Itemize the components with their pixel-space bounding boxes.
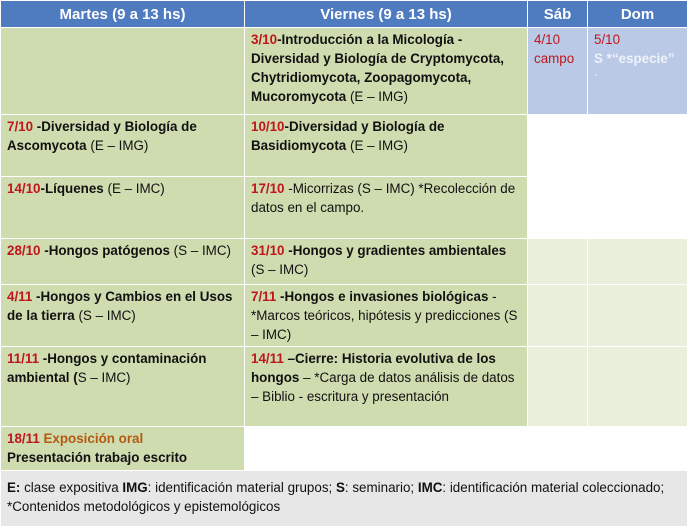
sab-cell-empty: [528, 115, 588, 177]
legend-img-val: : identificación material grupos;: [148, 480, 336, 495]
session-date: 14/10: [7, 181, 41, 196]
dom-cell-empty: [588, 177, 687, 239]
session-suffix: (S – IMC): [170, 243, 231, 258]
session-suffix: – *Carga de datos análisis de datos – Biblio - escritura y presentación: [251, 370, 515, 404]
session-title: -Hongos y Cambios en el Usos de la tierra: [7, 289, 232, 323]
session-date: 7/10: [7, 119, 33, 134]
session-suffix: -Micorrizas (S – IMC) *Recolección de datos en el campo.: [251, 181, 515, 215]
martes-cell: [1, 239, 245, 285]
session-title: Exposición oral: [40, 431, 143, 446]
legend-cell: [1, 471, 687, 527]
session-date: 14/11: [251, 351, 284, 366]
session-date: 4/11: [7, 289, 32, 304]
table-row: [1, 239, 687, 285]
table-row: [1, 285, 687, 347]
table-row: [1, 115, 687, 177]
header-sab: Sáb: [528, 1, 588, 28]
session-date: 3/10: [251, 32, 277, 47]
session-date: 28/10: [7, 243, 41, 258]
dom-cell-empty: [588, 347, 687, 427]
session-title: -Diversidad y Biología de Ascomycota: [7, 119, 197, 153]
martes-cell: [1, 177, 245, 239]
legend-s-key: S: [336, 480, 345, 495]
session-title: -Hongos y gradientes ambientales: [285, 243, 507, 258]
viernes-cell-empty: [245, 427, 528, 471]
dom-cell-empty: [588, 239, 687, 285]
sab-date: 4/10: [534, 30, 581, 49]
session-date: 10/10: [251, 119, 285, 134]
session-suffix: (E – IMG): [346, 89, 408, 104]
dom-cell-empty: [588, 115, 687, 177]
dom-cell: [588, 28, 687, 115]
header-dom: Dom: [588, 1, 687, 28]
session-date: 17/10: [251, 181, 285, 196]
session-title: -Introducción a la Micología - Diversidad y Biología de Cryptomycota, Chytridiomycota, Zoopagomycota, Mucoromycota: [251, 32, 504, 104]
table-row: [1, 28, 687, 115]
martes-cell: [1, 285, 245, 347]
viernes-cell: [245, 285, 528, 347]
viernes-cell: [245, 115, 528, 177]
sab-cell-empty: [528, 347, 588, 427]
dom-text: S *“especie”: [594, 49, 681, 68]
legend-img-key: IMG: [122, 480, 147, 495]
legend-imc-key: IMC: [418, 480, 443, 495]
session-date: 7/11: [251, 289, 276, 304]
dom-extra: .: [594, 68, 681, 76]
session-date: 18/11: [7, 431, 40, 446]
session-title: -Diversidad y Biología de Basidiomycota: [251, 119, 445, 153]
dom-cell-empty: [588, 427, 687, 471]
table-row: [1, 177, 687, 239]
session-suffix: (S – IMC): [75, 308, 136, 323]
dom-date: 5/10: [594, 30, 681, 49]
viernes-cell: [245, 239, 528, 285]
session-title: -Hongos patógenos: [41, 243, 170, 258]
sab-cell-empty: [528, 239, 588, 285]
viernes-cell: [245, 28, 528, 115]
sab-text: campo: [534, 49, 581, 68]
sab-cell-empty: [528, 177, 588, 239]
session-date: 31/10: [251, 243, 285, 258]
session-title: -Líquenes: [41, 181, 104, 196]
session-title: –Cierre: Historia evolutiva de los hongos: [251, 351, 496, 385]
legend-e-key: E:: [7, 480, 20, 495]
session-line2: Presentación trabajo escrito: [7, 450, 187, 465]
session-title: -Hongos y contaminación ambiental (: [7, 351, 206, 385]
legend-s-val: : seminario;: [345, 480, 418, 495]
sab-cell-empty: [528, 427, 588, 471]
martes-cell-empty: [1, 28, 245, 115]
session-suffix: - *Marcos teóricos, hipótesis y predicciones (S – IMC): [251, 289, 517, 342]
session-date: 11/11: [7, 351, 39, 366]
viernes-cell: [245, 177, 528, 239]
legend-e-val: clase expositiva: [20, 480, 122, 495]
session-suffix: S – IMC): [78, 370, 131, 385]
header-viernes: Viernes (9 a 13 hs): [245, 1, 528, 28]
table-row: [1, 347, 687, 427]
martes-cell: [1, 427, 245, 471]
viernes-cell: [245, 347, 528, 427]
martes-cell: [1, 115, 245, 177]
header-row: [1, 1, 687, 28]
table-row: [1, 427, 687, 471]
session-suffix: (E – IMC): [104, 181, 165, 196]
martes-cell: [1, 347, 245, 427]
sab-cell: [528, 28, 588, 115]
legend-row: [1, 471, 687, 527]
dom-cell-empty: [588, 285, 687, 347]
session-suffix: (E – IMG): [346, 138, 408, 153]
session-suffix: (S – IMC): [251, 262, 308, 277]
session-title: -Hongos e invasiones biológicas: [276, 289, 488, 304]
header-martes: Martes (9 a 13 hs): [1, 1, 245, 28]
legend-imc-val: : identificación material coleccionado; *Contenidos metodológicos y epistemológicos: [7, 480, 664, 514]
sab-cell-empty: [528, 285, 588, 347]
session-suffix: (E – IMG): [87, 138, 149, 153]
